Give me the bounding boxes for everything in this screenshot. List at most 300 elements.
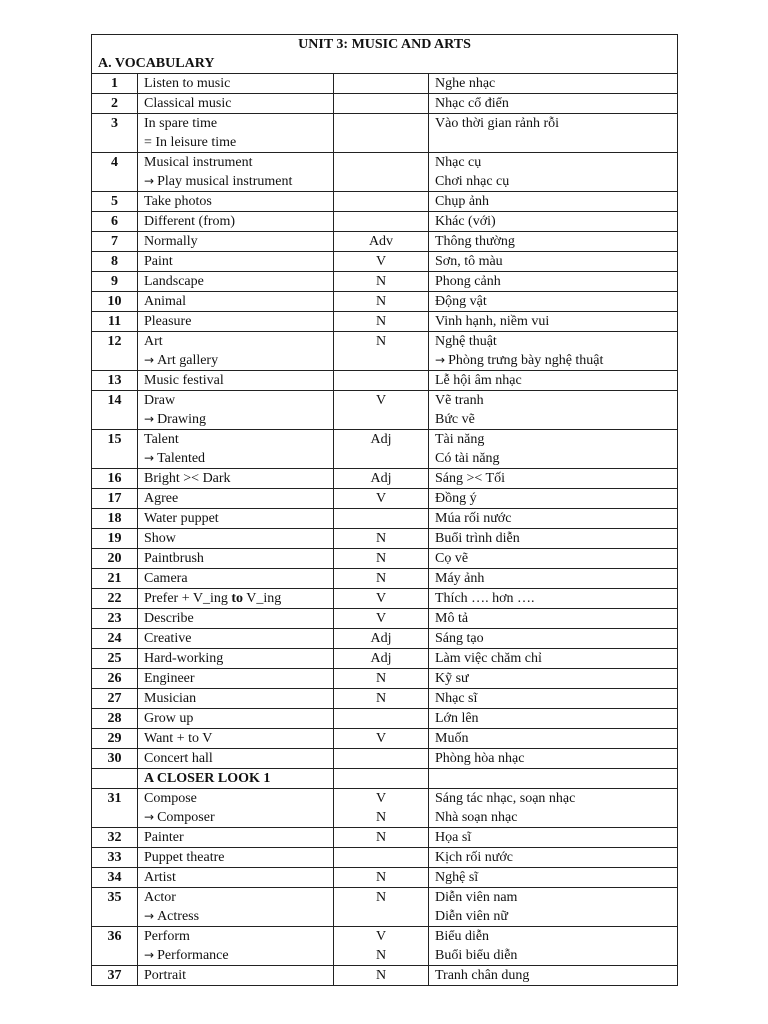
translation-line: Có tài năng bbox=[435, 451, 500, 466]
part-of-speech-line: N bbox=[375, 671, 387, 686]
part-of-speech-cell bbox=[334, 966, 429, 986]
english-term-line: Puppet theatre bbox=[144, 850, 225, 865]
part-of-speech-line: Adj bbox=[370, 432, 392, 447]
translation-cell bbox=[429, 371, 678, 391]
part-of-speech-cell bbox=[334, 589, 429, 609]
vocab-row bbox=[92, 153, 678, 192]
title-cell bbox=[92, 35, 678, 74]
part-of-speech-cell bbox=[334, 74, 429, 94]
part-of-speech-line: Adv bbox=[368, 234, 394, 249]
row-number-cell: 33 bbox=[92, 848, 138, 868]
part-of-speech-cell bbox=[334, 192, 429, 212]
english-term-line bbox=[144, 808, 327, 827]
translation-line: Làm việc chăm chỉ bbox=[435, 651, 542, 666]
english-term-part: to bbox=[231, 591, 244, 606]
vocab-row bbox=[92, 649, 678, 669]
vocab-row bbox=[92, 888, 678, 927]
vocab-row bbox=[92, 371, 678, 391]
english-term-text: Drawing bbox=[157, 412, 207, 427]
translation-line: Nhạc cụ bbox=[435, 155, 482, 170]
english-term-line bbox=[144, 907, 327, 926]
vocab-row bbox=[92, 669, 678, 689]
row-number-cell: 27 bbox=[92, 689, 138, 709]
part-of-speech-line: N bbox=[375, 531, 387, 546]
english-term-cell bbox=[138, 589, 334, 609]
translation-cell bbox=[429, 769, 678, 789]
row-number-cell: 23 bbox=[92, 609, 138, 629]
row-number-cell: 30 bbox=[92, 749, 138, 769]
english-term-line bbox=[144, 946, 327, 965]
translation-cell bbox=[429, 569, 678, 589]
english-term-line: Describe bbox=[144, 611, 194, 626]
part-of-speech-cell bbox=[334, 509, 429, 529]
english-term-line: Perform bbox=[144, 929, 190, 944]
row-number-cell: 22 bbox=[92, 589, 138, 609]
english-term-cell bbox=[138, 828, 334, 848]
translation-cell bbox=[429, 509, 678, 529]
translation-cell bbox=[429, 828, 678, 848]
translation-line: Muốn bbox=[435, 731, 469, 746]
english-term-line: Music festival bbox=[144, 373, 224, 388]
translation-cell bbox=[429, 469, 678, 489]
vocab-row bbox=[92, 609, 678, 629]
translation-line: Phòng hòa nhạc bbox=[435, 751, 525, 766]
translation-line: Cọ vẽ bbox=[435, 551, 469, 566]
translation-cell bbox=[429, 272, 678, 292]
english-term-line: Actor bbox=[144, 890, 176, 905]
row-number-cell: 12 bbox=[92, 332, 138, 371]
part-of-speech-line: N bbox=[375, 890, 387, 905]
translation-line: Bức vẽ bbox=[435, 412, 475, 427]
part-of-speech-line: N bbox=[375, 870, 387, 885]
translation-cell bbox=[429, 430, 678, 469]
vocab-row bbox=[92, 689, 678, 709]
vocab-row bbox=[92, 332, 678, 371]
part-of-speech-line: V bbox=[375, 929, 387, 944]
english-term-line: Normally bbox=[144, 234, 198, 249]
vocab-row bbox=[92, 212, 678, 232]
vocab-row bbox=[92, 114, 678, 153]
translation-cell bbox=[429, 529, 678, 549]
part-of-speech-cell bbox=[334, 489, 429, 509]
part-of-speech-cell bbox=[334, 391, 429, 430]
row-number-cell: 8 bbox=[92, 252, 138, 272]
part-of-speech-cell bbox=[334, 529, 429, 549]
part-of-speech-line: N bbox=[375, 948, 387, 963]
english-term-line: Hard-working bbox=[144, 651, 224, 666]
english-term-line: Landscape bbox=[144, 274, 204, 289]
part-of-speech-cell bbox=[334, 569, 429, 589]
english-term-cell bbox=[138, 74, 334, 94]
row-number-cell: 35 bbox=[92, 888, 138, 927]
english-term-cell bbox=[138, 649, 334, 669]
vocab-row bbox=[92, 74, 678, 94]
english-term-line: Pleasure bbox=[144, 314, 192, 329]
part-of-speech-cell bbox=[334, 332, 429, 371]
translation-cell bbox=[429, 868, 678, 888]
part-of-speech-cell bbox=[334, 252, 429, 272]
english-term-cell bbox=[138, 789, 334, 828]
vocab-row bbox=[92, 272, 678, 292]
english-term-text: Actress bbox=[157, 909, 200, 924]
translation-cell bbox=[429, 689, 678, 709]
part-of-speech-line: N bbox=[375, 691, 387, 706]
english-term-line: Portrait bbox=[144, 968, 186, 983]
part-of-speech-cell bbox=[334, 430, 429, 469]
translation-line: Sơn, tô màu bbox=[435, 254, 503, 269]
part-of-speech-cell bbox=[334, 94, 429, 114]
part-of-speech-cell bbox=[334, 629, 429, 649]
english-term-line: Agree bbox=[144, 491, 179, 506]
translation-line: Tài năng bbox=[435, 432, 485, 447]
english-term-cell bbox=[138, 689, 334, 709]
english-term-cell bbox=[138, 609, 334, 629]
translation-line: Lớn lên bbox=[435, 711, 479, 726]
part-of-speech-cell bbox=[334, 689, 429, 709]
english-term-cell bbox=[138, 569, 334, 589]
translation-line: Biểu diễn bbox=[435, 929, 490, 944]
translation-cell bbox=[429, 94, 678, 114]
part-of-speech-cell bbox=[334, 272, 429, 292]
vocab-row bbox=[92, 529, 678, 549]
translation-line: Thông thường bbox=[435, 234, 515, 249]
english-term-line bbox=[144, 410, 327, 429]
vocab-row bbox=[92, 94, 678, 114]
title-row bbox=[92, 35, 678, 74]
translation-cell bbox=[429, 192, 678, 212]
translation-line: Nghe nhạc bbox=[435, 76, 496, 91]
english-term-cell bbox=[138, 629, 334, 649]
vocab-row bbox=[92, 749, 678, 769]
english-term-line: Art bbox=[144, 334, 163, 349]
part-of-speech-line: Adj bbox=[370, 631, 392, 646]
part-of-speech-line: N bbox=[375, 274, 387, 289]
row-number-cell: 31 bbox=[92, 789, 138, 828]
vocab-row bbox=[92, 709, 678, 729]
part-of-speech-line: Adj bbox=[370, 471, 392, 486]
translation-cell bbox=[429, 153, 678, 192]
vocab-row bbox=[92, 312, 678, 332]
part-of-speech-cell bbox=[334, 212, 429, 232]
translation-line: Lễ hội âm nhạc bbox=[435, 373, 522, 388]
translation-line: Buổi biểu diễn bbox=[435, 948, 518, 963]
part-of-speech-line: N bbox=[375, 334, 387, 349]
english-term-line: Musician bbox=[144, 691, 197, 706]
part-of-speech-cell bbox=[334, 868, 429, 888]
translation-line: Sáng tạo bbox=[435, 631, 484, 646]
translation-line: Động vật bbox=[435, 294, 487, 309]
row-number-cell: 21 bbox=[92, 569, 138, 589]
english-term-cell bbox=[138, 153, 334, 192]
part-of-speech-cell bbox=[334, 729, 429, 749]
english-term-line: Bright >< Dark bbox=[144, 471, 231, 486]
translation-cell bbox=[429, 114, 678, 153]
english-term-cell bbox=[138, 868, 334, 888]
part-of-speech-cell bbox=[334, 888, 429, 927]
row-number-cell bbox=[92, 769, 138, 789]
row-number-cell: 4 bbox=[92, 153, 138, 192]
row-number-cell: 19 bbox=[92, 529, 138, 549]
translation-line: Vẽ tranh bbox=[435, 393, 484, 408]
translation-cell bbox=[429, 74, 678, 94]
translation-cell bbox=[429, 649, 678, 669]
row-number-cell: 37 bbox=[92, 966, 138, 986]
translation-line: Chơi nhạc cụ bbox=[435, 174, 510, 189]
translation-line: Kịch rối nước bbox=[435, 850, 513, 865]
unit-title: UNIT 3: MUSIC AND ARTS bbox=[298, 37, 471, 52]
vocab-row bbox=[92, 729, 678, 749]
translation-line: Nghệ sĩ bbox=[435, 870, 479, 885]
translation-cell bbox=[429, 312, 678, 332]
translation-line bbox=[435, 351, 671, 370]
vocab-row bbox=[92, 252, 678, 272]
vocab-row bbox=[92, 469, 678, 489]
translation-cell bbox=[429, 709, 678, 729]
english-term-line: Artist bbox=[144, 870, 176, 885]
english-term-line: Painter bbox=[144, 830, 184, 845]
translation-line: Buổi trình diễn bbox=[435, 531, 520, 546]
translation-line: Họa sĩ bbox=[435, 830, 472, 845]
english-term-line bbox=[144, 351, 327, 370]
vocab-row bbox=[92, 192, 678, 212]
row-number-cell: 20 bbox=[92, 549, 138, 569]
english-term-line: = In leisure time bbox=[144, 135, 237, 150]
english-term-cell bbox=[138, 94, 334, 114]
english-term-cell bbox=[138, 529, 334, 549]
part-of-speech-line: N bbox=[375, 830, 387, 845]
row-number-cell: 6 bbox=[92, 212, 138, 232]
part-of-speech-line: V bbox=[375, 254, 387, 269]
english-term-cell bbox=[138, 252, 334, 272]
row-number-cell: 5 bbox=[92, 192, 138, 212]
row-number-cell: 13 bbox=[92, 371, 138, 391]
part-of-speech-cell bbox=[334, 469, 429, 489]
english-term-text: Performance bbox=[157, 948, 229, 963]
translation-line: Phong cảnh bbox=[435, 274, 501, 289]
part-of-speech-cell bbox=[334, 848, 429, 868]
arrow-icon: → bbox=[144, 353, 155, 367]
translation-cell bbox=[429, 789, 678, 828]
part-of-speech-cell bbox=[334, 609, 429, 629]
part-of-speech-line: N bbox=[375, 551, 387, 566]
part-of-speech-cell bbox=[334, 232, 429, 252]
translation-cell bbox=[429, 669, 678, 689]
english-term-line: Classical music bbox=[144, 96, 232, 111]
translation-line: Vào thời gian rảnh rỗi bbox=[435, 116, 560, 131]
translation-line: Nghệ thuật bbox=[435, 334, 497, 349]
section-row bbox=[92, 769, 678, 789]
translation-cell bbox=[429, 749, 678, 769]
part-of-speech-cell bbox=[334, 549, 429, 569]
translation-line: Vinh hạnh, niềm vui bbox=[435, 314, 550, 329]
english-term-line: Paintbrush bbox=[144, 551, 204, 566]
english-term-line: Animal bbox=[144, 294, 186, 309]
part-of-speech-cell bbox=[334, 371, 429, 391]
english-term-line: In spare time bbox=[144, 116, 218, 131]
arrow-icon: → bbox=[144, 451, 155, 465]
part-of-speech-line: V bbox=[375, 611, 387, 626]
part-of-speech-cell bbox=[334, 312, 429, 332]
translation-cell bbox=[429, 489, 678, 509]
part-of-speech-cell bbox=[334, 749, 429, 769]
translation-line: Kỹ sư bbox=[435, 671, 469, 686]
english-term-text: Talented bbox=[157, 451, 206, 466]
english-term-line: Different (from) bbox=[144, 214, 236, 229]
vocab-row bbox=[92, 868, 678, 888]
english-term-cell bbox=[138, 371, 334, 391]
english-term-line: Compose bbox=[144, 791, 197, 806]
vocab-row bbox=[92, 789, 678, 828]
english-term-cell bbox=[138, 430, 334, 469]
vocabulary-document bbox=[91, 34, 677, 986]
english-term-text: Composer bbox=[157, 810, 215, 825]
english-term-line: Camera bbox=[144, 571, 188, 586]
translation-cell bbox=[429, 232, 678, 252]
translation-line: Khác (với) bbox=[435, 214, 496, 229]
translation-cell bbox=[429, 609, 678, 629]
vocab-row bbox=[92, 848, 678, 868]
translation-line: Nhạc cổ điển bbox=[435, 96, 509, 111]
section-heading-vocabulary: A. VOCABULARY bbox=[98, 56, 215, 71]
row-number-cell: 9 bbox=[92, 272, 138, 292]
translation-cell bbox=[429, 252, 678, 272]
english-term-line bbox=[144, 589, 327, 608]
english-term-cell bbox=[138, 332, 334, 371]
english-term-line bbox=[144, 449, 327, 468]
english-term-cell bbox=[138, 729, 334, 749]
english-term-cell bbox=[138, 749, 334, 769]
part-of-speech-cell bbox=[334, 769, 429, 789]
english-term-cell bbox=[138, 232, 334, 252]
part-of-speech-line: N bbox=[375, 571, 387, 586]
translation-line: Sáng tác nhạc, soạn nhạc bbox=[435, 791, 576, 806]
row-number-cell: 34 bbox=[92, 868, 138, 888]
english-term-cell bbox=[138, 848, 334, 868]
part-of-speech-line: V bbox=[375, 491, 387, 506]
translation-cell bbox=[429, 589, 678, 609]
translation-line: Diễn viên nam bbox=[435, 890, 518, 905]
translation-cell bbox=[429, 729, 678, 749]
translation-cell bbox=[429, 549, 678, 569]
translation-line: Thích …. hơn …. bbox=[435, 591, 535, 606]
translation-line: Múa rối nước bbox=[435, 511, 512, 526]
row-number-cell: 14 bbox=[92, 391, 138, 430]
row-number-cell: 17 bbox=[92, 489, 138, 509]
english-term-line: Paint bbox=[144, 254, 173, 269]
english-term-cell bbox=[138, 312, 334, 332]
vocab-row bbox=[92, 232, 678, 252]
english-term-cell bbox=[138, 192, 334, 212]
part-of-speech-cell bbox=[334, 828, 429, 848]
translation-line: Nhà soạn nhạc bbox=[435, 810, 518, 825]
english-term-cell bbox=[138, 966, 334, 986]
arrow-icon: → bbox=[144, 909, 155, 923]
vocab-row bbox=[92, 589, 678, 609]
vocab-row bbox=[92, 569, 678, 589]
english-term-part: Prefer + V_ing bbox=[144, 591, 232, 606]
vocab-row bbox=[92, 489, 678, 509]
arrow-icon: → bbox=[144, 412, 155, 426]
vocab-row bbox=[92, 549, 678, 569]
part-of-speech-cell bbox=[334, 153, 429, 192]
english-term-text: Art gallery bbox=[157, 353, 219, 368]
english-term-cell bbox=[138, 469, 334, 489]
english-term-part: V_ing bbox=[243, 591, 282, 606]
arrow-icon: → bbox=[144, 174, 155, 188]
english-term-line: Want + to V bbox=[144, 731, 213, 746]
vocab-row bbox=[92, 966, 678, 986]
part-of-speech-line: N bbox=[375, 314, 387, 329]
english-term-line: Musical instrument bbox=[144, 155, 253, 170]
part-of-speech-line: V bbox=[375, 591, 387, 606]
translation-line: Tranh chân dung bbox=[435, 968, 530, 983]
translation-cell bbox=[429, 332, 678, 371]
english-term-line: Take photos bbox=[144, 194, 212, 209]
english-term-cell bbox=[138, 927, 334, 966]
part-of-speech-cell bbox=[334, 669, 429, 689]
translation-cell bbox=[429, 966, 678, 986]
arrow-icon: → bbox=[435, 353, 446, 367]
arrow-icon: → bbox=[144, 948, 155, 962]
translation-line: Máy ảnh bbox=[435, 571, 485, 586]
section-heading-closer-look: A CLOSER LOOK 1 bbox=[138, 769, 334, 789]
english-term-line: Talent bbox=[144, 432, 179, 447]
row-number-cell: 11 bbox=[92, 312, 138, 332]
english-term-cell bbox=[138, 669, 334, 689]
part-of-speech-line: V bbox=[375, 731, 387, 746]
english-term-cell bbox=[138, 391, 334, 430]
part-of-speech-cell bbox=[334, 292, 429, 312]
part-of-speech-line: N bbox=[375, 968, 387, 983]
translation-cell bbox=[429, 629, 678, 649]
row-number-cell: 16 bbox=[92, 469, 138, 489]
translation-line: Nhạc sĩ bbox=[435, 691, 478, 706]
english-term-cell bbox=[138, 272, 334, 292]
row-number-cell: 24 bbox=[92, 629, 138, 649]
row-number-cell: 1 bbox=[92, 74, 138, 94]
vocab-row bbox=[92, 430, 678, 469]
part-of-speech-cell bbox=[334, 649, 429, 669]
english-term-text: Play musical instrument bbox=[157, 174, 293, 189]
english-term-cell bbox=[138, 114, 334, 153]
english-term-line: Concert hall bbox=[144, 751, 213, 766]
english-term-cell bbox=[138, 549, 334, 569]
vocab-row bbox=[92, 292, 678, 312]
translation-line: Diễn viên nữ bbox=[435, 909, 508, 924]
vocab-row bbox=[92, 828, 678, 848]
english-term-line: Show bbox=[144, 531, 176, 546]
row-number-cell: 18 bbox=[92, 509, 138, 529]
part-of-speech-cell bbox=[334, 709, 429, 729]
english-term-line: Creative bbox=[144, 631, 192, 646]
vocab-row bbox=[92, 629, 678, 649]
translation-line: Chụp ảnh bbox=[435, 194, 490, 209]
part-of-speech-line: V bbox=[375, 393, 387, 408]
translation-cell bbox=[429, 292, 678, 312]
translation-line: Đồng ý bbox=[435, 491, 477, 506]
translation-cell bbox=[429, 212, 678, 232]
english-term-line: Water puppet bbox=[144, 511, 219, 526]
english-term-cell bbox=[138, 292, 334, 312]
row-number-cell: 26 bbox=[92, 669, 138, 689]
part-of-speech-line: N bbox=[375, 810, 387, 825]
row-number-cell: 3 bbox=[92, 114, 138, 153]
row-number-cell: 32 bbox=[92, 828, 138, 848]
row-number-cell: 2 bbox=[92, 94, 138, 114]
part-of-speech-line: N bbox=[375, 294, 387, 309]
translation-text: Phòng trưng bày nghệ thuật bbox=[448, 353, 604, 368]
part-of-speech-line: Adj bbox=[370, 651, 392, 666]
